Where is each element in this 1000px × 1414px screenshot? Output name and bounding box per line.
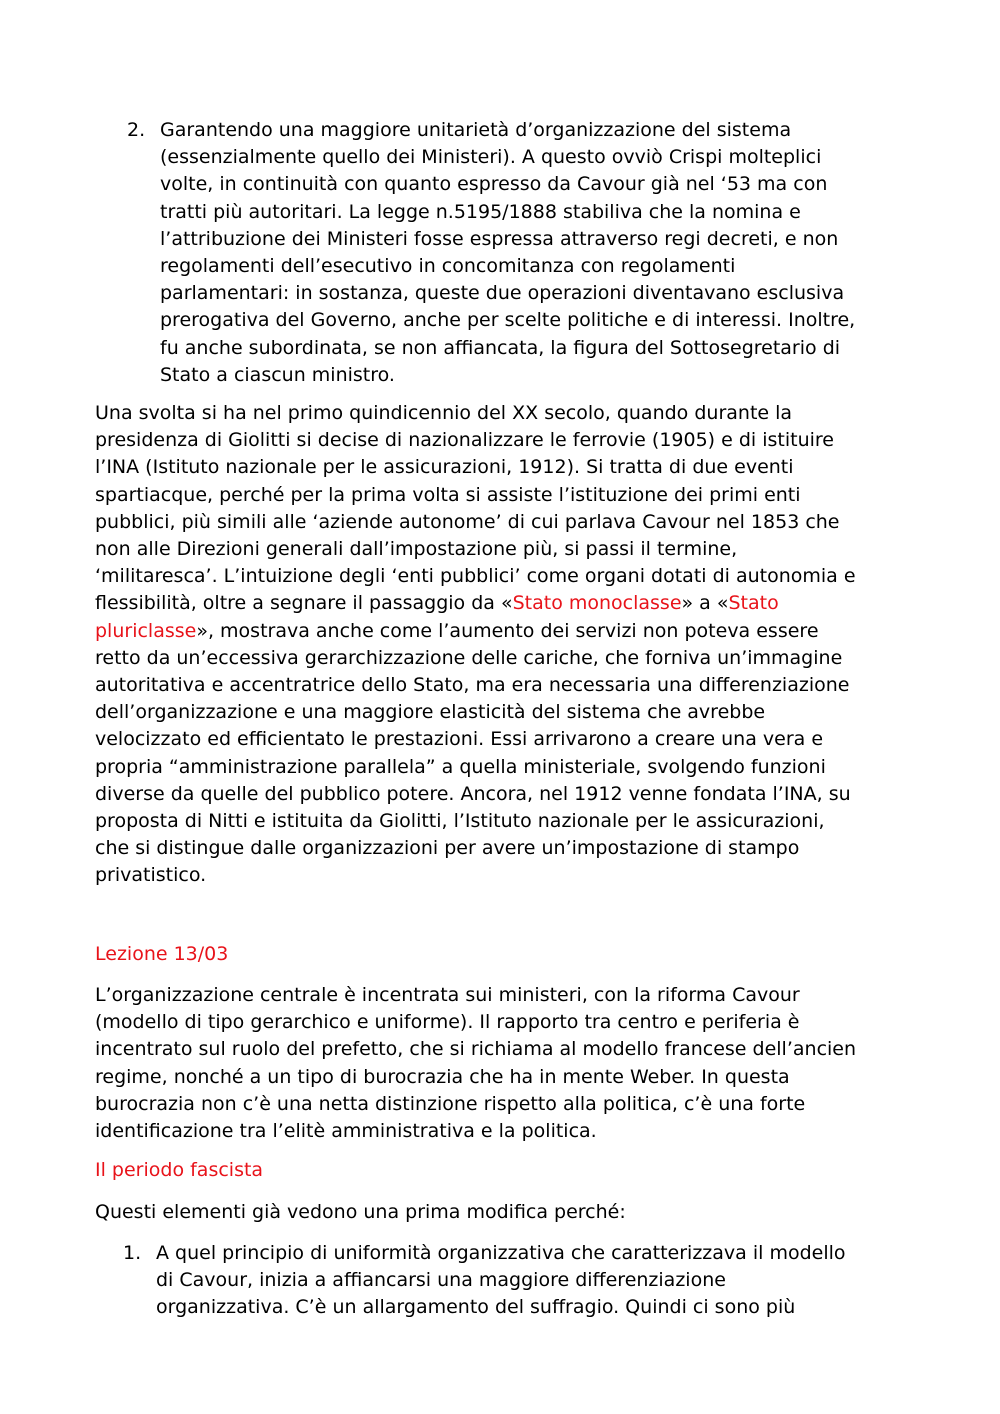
text-line: di Cavour, inizia a affiancarsi una maggiore differenziazione xyxy=(156,1269,726,1292)
text-segment: » a « xyxy=(681,592,729,615)
text-line: ‘militaresca’. L’intuizione degli ‘enti pubblici’ come organi dotati di autonomia e xyxy=(95,565,856,588)
paragraph-giolitti xyxy=(95,400,915,890)
list-item-1 xyxy=(123,1240,916,1322)
text-segment: », mostrava anche come l’aumento dei servizi non poteva essere xyxy=(196,619,819,642)
text-line: dell’organizzazione e una maggiore elasticità del sistema che avrebbe xyxy=(95,701,766,724)
text-line: regolamenti dell’esecutivo in concomitanza con regolamenti xyxy=(160,255,736,278)
text-line: pubblici, più simili alle ‘aziende autonome’ di cui parlava Cavour nel 1853 che xyxy=(95,510,840,533)
text-line: parlamentari: in sostanza, queste due operazioni diventavano esclusiva xyxy=(160,282,845,305)
text-line: diverse da quelle del pubblico potere. Ancora, nel 1912 venne fondata l’INA, su xyxy=(95,782,851,805)
text-line: presidenza di Giolitti si decise di nazionalizzare le ferrovie (1905) e di istituire xyxy=(95,429,834,452)
text-line xyxy=(95,590,915,617)
text-line: prerogativa del Governo, anche per scelte politiche e di interessi. Inoltre, xyxy=(160,309,856,332)
text-line: autoritativa e accentratrice dello Stato, ma era necessaria una differenziazione xyxy=(95,674,850,697)
text-line xyxy=(95,618,915,645)
text-line: fu anche subordinata, se non affiancata, la figura del Sottosegretario di xyxy=(160,336,841,359)
text-line: che si distingue dalle organizzazioni per avere un’impostazione di stampo xyxy=(95,837,800,860)
text-line: spartiacque, perché per la prima volta si assiste l’istituzione dei primi enti xyxy=(95,483,801,506)
text-line: Stato a ciascun ministro. xyxy=(160,363,395,386)
text-line: proposta di Nitti e istituita da Giolitti, l’Istituto nazionale per le assicurazioni, xyxy=(95,810,825,833)
text-line: (modello di tipo gerarchico e uniforme). Il rapporto tra centro e periferia è xyxy=(95,1011,800,1034)
text-line: Garantendo una maggiore unitarietà d’organizzazione del sistema xyxy=(160,119,792,141)
text-line: burocrazia non c’è una netta distinzione rispetto alla politica, c’è una forte xyxy=(95,1092,806,1115)
text-segment: flessibilità, oltre a segnare il passaggio da « xyxy=(95,592,513,615)
text-line: L’organizzazione centrale è incentrata sui ministeri, con la riforma Cavour xyxy=(95,984,800,1006)
text-line: velocizzato ed efficientato le prestazioni. Essi arrivarono a creare una vera e xyxy=(95,728,824,751)
text-line: volte, in continuità con quanto espresso da Cavour già nel ‘53 ma con xyxy=(160,173,828,196)
highlighted-term: pluriclasse xyxy=(95,619,197,642)
text-line: privatistico. xyxy=(95,864,207,887)
text-line: l’INA (Istituto nazionale per le assicurazioni, 1912). Si tratta di due eventi xyxy=(95,456,794,479)
list-number: 2. xyxy=(127,119,146,141)
text-line: identificazione tra l’elitè amministrativa e la politica. xyxy=(95,1120,597,1143)
text-line: propria “amministrazione parallela” a quella ministeriale, svolgendo funzioni xyxy=(95,755,826,778)
paragraph-intro xyxy=(95,1199,915,1226)
section-heading-lezione: Lezione 13/03 xyxy=(95,943,229,965)
highlighted-term: Stato monoclasse xyxy=(512,592,682,615)
text-line: retto da un’eccessiva gerarchizzazione delle cariche, che forniva un’immagine xyxy=(95,646,843,669)
list-item-2 xyxy=(127,117,920,389)
text-line: organizzativa. C’è un allargamento del suffragio. Quindi ci sono più xyxy=(156,1296,796,1319)
highlighted-term: Stato xyxy=(728,592,779,615)
section-heading-fascista: Il periodo fascista xyxy=(95,1159,264,1181)
text-line: regime, nonché a un tipo di burocrazia che ha in mente Weber. In questa xyxy=(95,1065,790,1088)
text-line: tratti più autoritari. La legge n.5195/1888 stabiliva che la nomina e xyxy=(160,200,801,223)
text-line: non alle Direzioni generali dall’impostazione più, si passi il termine, xyxy=(95,538,738,561)
list-number: 1. xyxy=(123,1242,142,1264)
paragraph-organizzazione xyxy=(95,982,915,1145)
text-line: A quel principio di uniformità organizzativa che caratterizzava il modello xyxy=(156,1242,846,1264)
text-line: Questi elementi già vedono una prima modifica perché: xyxy=(95,1201,626,1223)
text-line: (essenzialmente quello dei Ministeri). A questo ovviò Crispi molteplici xyxy=(160,146,822,169)
text-line: l’attribuzione dei Ministeri fosse espressa attraverso regi decreti, e non xyxy=(160,227,839,250)
text-line: Una svolta si ha nel primo quindicennio del XX secolo, quando durante la xyxy=(95,402,793,424)
text-line: incentrato sul ruolo del prefetto, che si richiama al modello francese dell’ancien xyxy=(95,1038,857,1061)
